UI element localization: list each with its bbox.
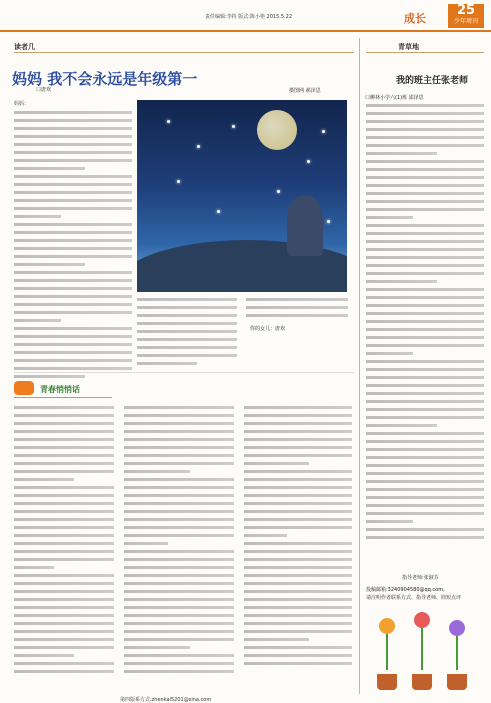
article-body-col3 [246,298,348,322]
greeting: 妈妈： [14,101,30,107]
starry-night-image [137,100,347,292]
email-line: 投稿邮箱:3240904580@qq.com, [366,587,445,593]
article-body-col2 [137,298,237,370]
section2-rule [14,397,112,398]
page-footer: 第四版系方式:zhenkai5201@sina.com [120,697,212,703]
right-column-label: 青草地 [398,43,419,51]
potted-flowers-icon [366,610,484,690]
article-title: 妈妈 我不会永远是年级第一 [12,70,198,88]
right-article-body [366,104,484,544]
page-number: 25 [456,3,476,18]
right-article-title: 我的班主任张老师 [396,76,469,86]
email-note: 请注明作者联系方式、指导老师、简短点评 [366,595,462,601]
section2-title: 青春悄悄话 [40,385,80,394]
section2-col3 [244,406,352,670]
section-name: 成长 [404,12,426,25]
weekly-label: 少年周刊 [453,18,478,25]
article-author: 口唐欢 [36,87,52,93]
page-number-box [448,4,484,28]
right-article-author: 口柳林小学六(1)班 邵泽思 [365,95,424,101]
article-signature: 你的女儿：唐欢 [250,326,286,332]
photo-credit: 摄图网 郝泽思 [289,88,321,94]
section2-col1 [14,406,114,678]
left-column-rule [14,52,354,53]
section-divider [14,372,354,373]
editor-line: 指导老师:张淑芬 [402,575,439,581]
speech-bubble-icon [14,381,34,395]
right-column-rule [366,52,484,53]
section2-col2 [124,406,234,678]
left-column-label: 读者几 [14,43,35,51]
column-divider [359,38,360,694]
child-figure [287,196,323,256]
header-info: 责任编辑:李持 版式:陈小艳 2015.5.22 [205,14,292,20]
article-body-col1 [14,100,132,383]
page-header [0,0,491,32]
